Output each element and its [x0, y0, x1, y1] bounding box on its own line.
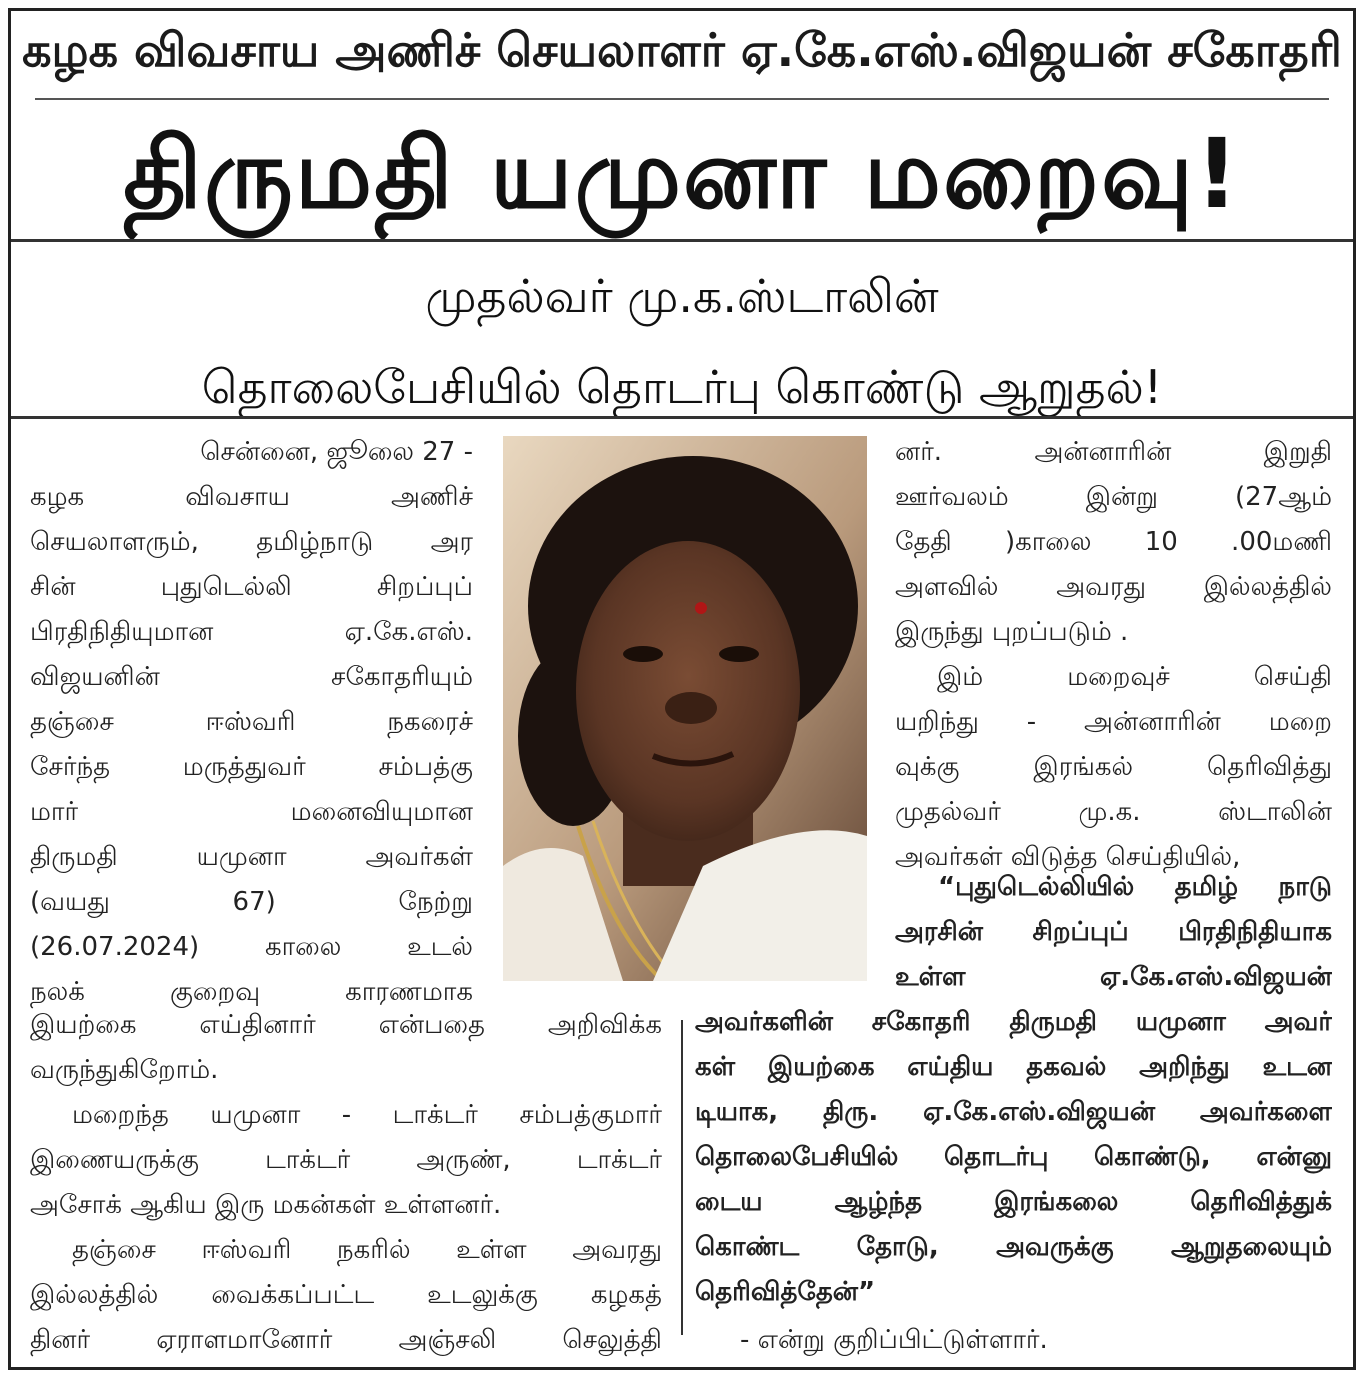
body-line: னர். அன்னாரின் இறுதி [895, 437, 1332, 467]
body-line: (26.07.2024) காலை உடல் [30, 932, 473, 962]
body-line: முதல்வர் மு.க. ஸ்டாலின் [895, 797, 1332, 827]
body-line: நலக் குறைவு காரணமாக [30, 977, 473, 1007]
body-line: அவர்கள் விடுத்த செய்தியில், [895, 842, 1241, 872]
body-line: பிரதிநிதியுமான ஏ.கே.எஸ். [30, 617, 473, 647]
body-line: இல்லத்தில் வைக்கப்பட்ட உடலுக்கு கழகத் [30, 1280, 662, 1310]
subhead-divider [11, 416, 1353, 419]
subhead-line-2: தொலைபேசியில் தொடர்பு கொண்டு ஆறுதல்! [201, 360, 1163, 414]
body-line: விஜயனின் சகோதரியும் [30, 662, 473, 692]
kicker: கழக விவசாய அணிச் செயலாளர் ஏ.கே.எஸ்.விஜயன் சகோதரி [22, 23, 1342, 77]
quote-line: கொண்ட தோடு, அவருக்கு ஆறுதலையும் [695, 1232, 1332, 1262]
body-line: வுக்கு இரங்கல் தெரிவித்து [895, 752, 1332, 782]
kicker-divider [35, 98, 1329, 100]
body-line: அசோக் ஆகிய இரு மகன்கள் உள்ளனர். [30, 1190, 502, 1220]
subhead-line-1: முதல்வர் மு.க.ஸ்டாலின் [425, 269, 939, 323]
column-divider [681, 1020, 683, 1335]
quote-line: “புதுடெல்லியில் தமிழ் நாடு [938, 872, 1332, 902]
body-line: தேதி )காலை 10 .00மணி [895, 527, 1332, 557]
body-line: சின் புதுடெல்லி சிறப்புப் [30, 572, 473, 602]
body-line: கழக விவசாய அணிச் [30, 482, 473, 512]
body-line: மார் மனைவியுமான [30, 797, 473, 827]
body-line: சேர்ந்த மருத்துவர் சம்பத்கு [30, 752, 473, 782]
body-line: இயற்கை எய்தினார் என்பதை அறிவிக்க [30, 1010, 662, 1040]
body-left-column [30, 430, 473, 1015]
body-line: இம் மறைவுச் செய்தி [937, 662, 1332, 692]
headline-divider [11, 239, 1353, 242]
quote-line: அரசின் சிறப்புப் பிரதிநிதியாக [895, 917, 1332, 947]
quote-line: டைய ஆழ்ந்த இரங்கலை தெரிவித்துக் [695, 1187, 1332, 1217]
body-line: திருமதி யமுனா அவர்கள் [30, 842, 473, 872]
body-line: வருந்துகிறோம். [30, 1055, 219, 1085]
quote-line: அவர்களின் சகோதரி திருமதி யமுனா அவர் [695, 1007, 1332, 1037]
closing-line [740, 1318, 1140, 1363]
body-left-wide-column [30, 1003, 662, 1363]
quote-line: உள்ள ஏ.கே.எஸ்.விஜயன் [895, 962, 1332, 992]
body-line: இணையருக்கு டாக்டர் அருண், டாக்டர் [30, 1145, 662, 1175]
quote-line: தொலைபேசியில் தொடர்பு கொண்டு, என்னு [695, 1142, 1332, 1172]
body-line: ஊர்வலம் இன்று (27ஆம் [895, 482, 1332, 512]
quote-line: கள் இயற்கை எய்திய தகவல் அறிந்து உடன [695, 1052, 1332, 1082]
body-line: தினர் ஏராளமானோர் அஞ்சலி செலுத்தி [30, 1325, 662, 1355]
body-line: தஞ்சை ஈஸ்வரி நகரைச் [30, 707, 473, 737]
body-right-column [895, 430, 1332, 880]
headline: திருமதி யமுனா மறைவு! [123, 118, 1241, 230]
body-line: தஞ்சை ஈஸ்வரி நகரில் உள்ள அவரது [72, 1235, 662, 1265]
quote-block [695, 865, 1332, 1315]
quote-line: தெரிவித்தேன்” [695, 1277, 876, 1307]
body-line: அளவில் அவரது இல்லத்தில் [895, 572, 1332, 602]
quote-line: டியாக, திரு. ஏ.கே.எஸ்.விஜயன் அவர்களை [695, 1097, 1332, 1127]
body-line: சென்னை, ஜூலை 27 - [200, 437, 473, 467]
closing-text: - என்று குறிப்பிட்டுள்ளார். [740, 1325, 1048, 1355]
body-line: யறிந்து - அன்னாரின் மறை [895, 707, 1332, 737]
body-line: செயலாளரும், தமிழ்நாடு அர [30, 527, 473, 557]
body-line: மறைந்த யமுனா - டாக்டர் சம்பத்குமார் [72, 1100, 662, 1130]
body-line: (வயது 67) நேற்று [30, 887, 473, 917]
body-line: இருந்து புறப்படும் . [895, 617, 1129, 647]
